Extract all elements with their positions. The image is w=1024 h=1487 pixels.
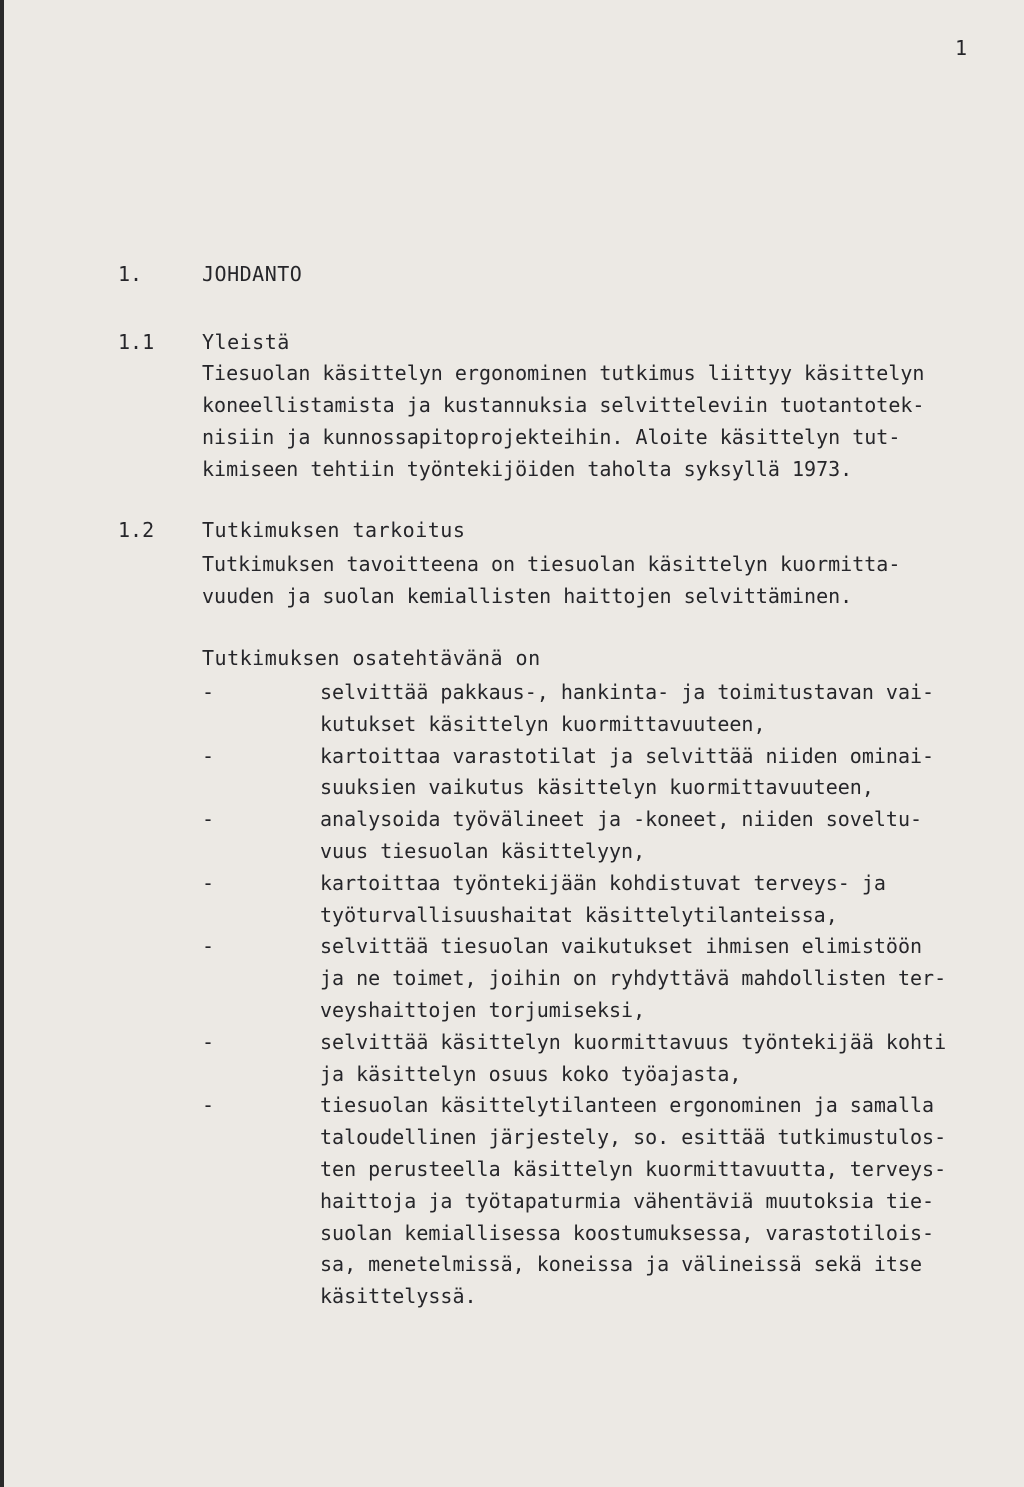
paragraph-line: koneellistamista ja kustannuksia selvitteleviin tuotantotek- xyxy=(202,393,925,417)
subsection-title: Tutkimuksen tarkoitus xyxy=(202,518,466,542)
list-item xyxy=(202,804,1012,868)
paragraph-general xyxy=(202,357,1002,485)
list-item-line: selvittää tiesuolan vaikutukset ihmisen elimistöön xyxy=(320,934,923,959)
paragraph-line: Tutkimuksen tavoitteena on tiesuolan käsittelyn kuormitta- xyxy=(202,552,901,576)
list-item xyxy=(202,868,1012,932)
list-item-line: selvittää käsittelyn kuormittavuus työntekijää kohti xyxy=(320,1029,947,1054)
bullet-marker: - xyxy=(202,680,215,704)
list-item-line: veyshaittojen torjumiseksi, xyxy=(320,997,646,1022)
list-item xyxy=(202,1090,1012,1313)
list-item-line: selvittää pakkaus-, hankinta- ja toimitustavan vai- xyxy=(320,680,935,704)
list-item xyxy=(202,741,1012,805)
paragraph-line: Tiesuolan käsittelyn ergonominen tutkimus liittyy käsittelyn xyxy=(202,361,925,385)
bullet-marker: - xyxy=(202,934,215,959)
bullet-marker: - xyxy=(202,1093,215,1118)
list-item-line: tiesuolan käsittelytilanteen ergonominen ja samalla xyxy=(320,1093,935,1118)
subsection-number: 1.2 xyxy=(118,518,155,542)
section-number: 1. xyxy=(118,262,143,286)
subsection-title: Yleistä xyxy=(202,330,290,354)
paragraph-purpose xyxy=(202,548,1002,612)
list-item xyxy=(202,931,1012,1026)
list-item-line: suolan kemiallisessa koostumuksessa, varastotilois- xyxy=(320,1220,935,1245)
subsection-number: 1.1 xyxy=(118,330,155,354)
list-item-line: ja ne toimet, joihin on ryhdyttävä mahdollisten ter- xyxy=(320,966,947,991)
list-item-line: kartoittaa varastotilat ja selvittää niiden ominai- xyxy=(320,743,935,768)
bullet-marker: - xyxy=(202,1029,215,1054)
paragraph-line: nisiin ja kunnossapitoprojekteihin. Aloite käsittelyn tut- xyxy=(202,425,901,449)
subtasks-intro: Tutkimuksen osatehtävänä on xyxy=(202,646,541,670)
page-edge xyxy=(0,0,4,1487)
list-item-line: kutukset käsittelyn kuormittavuuteen, xyxy=(320,711,766,736)
paragraph-line: kimiseen tehtiin työntekijöiden taholta syksyllä 1973. xyxy=(202,457,853,481)
list-item-line: kartoittaa työntekijään kohdistuvat terveys- ja xyxy=(320,870,886,895)
list-item-line: käsittelyssä. xyxy=(320,1284,477,1309)
list-item xyxy=(202,1027,1012,1091)
list-item-line: haittoja ja työtapaturmia vähentäviä muutoksia tie- xyxy=(320,1188,935,1213)
list-item-line: analysoida työvälineet ja -koneet, niiden soveltu- xyxy=(320,807,923,832)
page-number: 1 xyxy=(955,36,968,60)
list-item xyxy=(202,677,1012,741)
bullet-marker: - xyxy=(202,743,215,768)
paragraph-line: vuuden ja suolan kemiallisten haittojen selvittäminen. xyxy=(202,584,853,608)
bullet-marker: - xyxy=(202,807,215,832)
subtask-list xyxy=(202,677,1012,1313)
bullet-marker: - xyxy=(202,870,215,895)
list-item-line: taloudellinen järjestely, so. esittää tutkimustulos- xyxy=(320,1125,947,1150)
list-item-line: sa, menetelmissä, koneissa ja välineissä sekä itse xyxy=(320,1252,923,1277)
list-item-line: vuus tiesuolan käsittelyyn, xyxy=(320,838,646,863)
list-item-line: työturvallisuushaitat käsittelytilanteissa, xyxy=(320,902,838,927)
section-title: JOHDANTO xyxy=(202,262,303,286)
list-item-line: ten perusteella käsittelyn kuormittavuutta, terveys- xyxy=(320,1156,947,1181)
list-item-line: ja käsittelyn osuus koko työajasta, xyxy=(320,1061,742,1086)
list-item-line: suuksien vaikutus käsittelyn kuormittavuuteen, xyxy=(320,775,874,800)
